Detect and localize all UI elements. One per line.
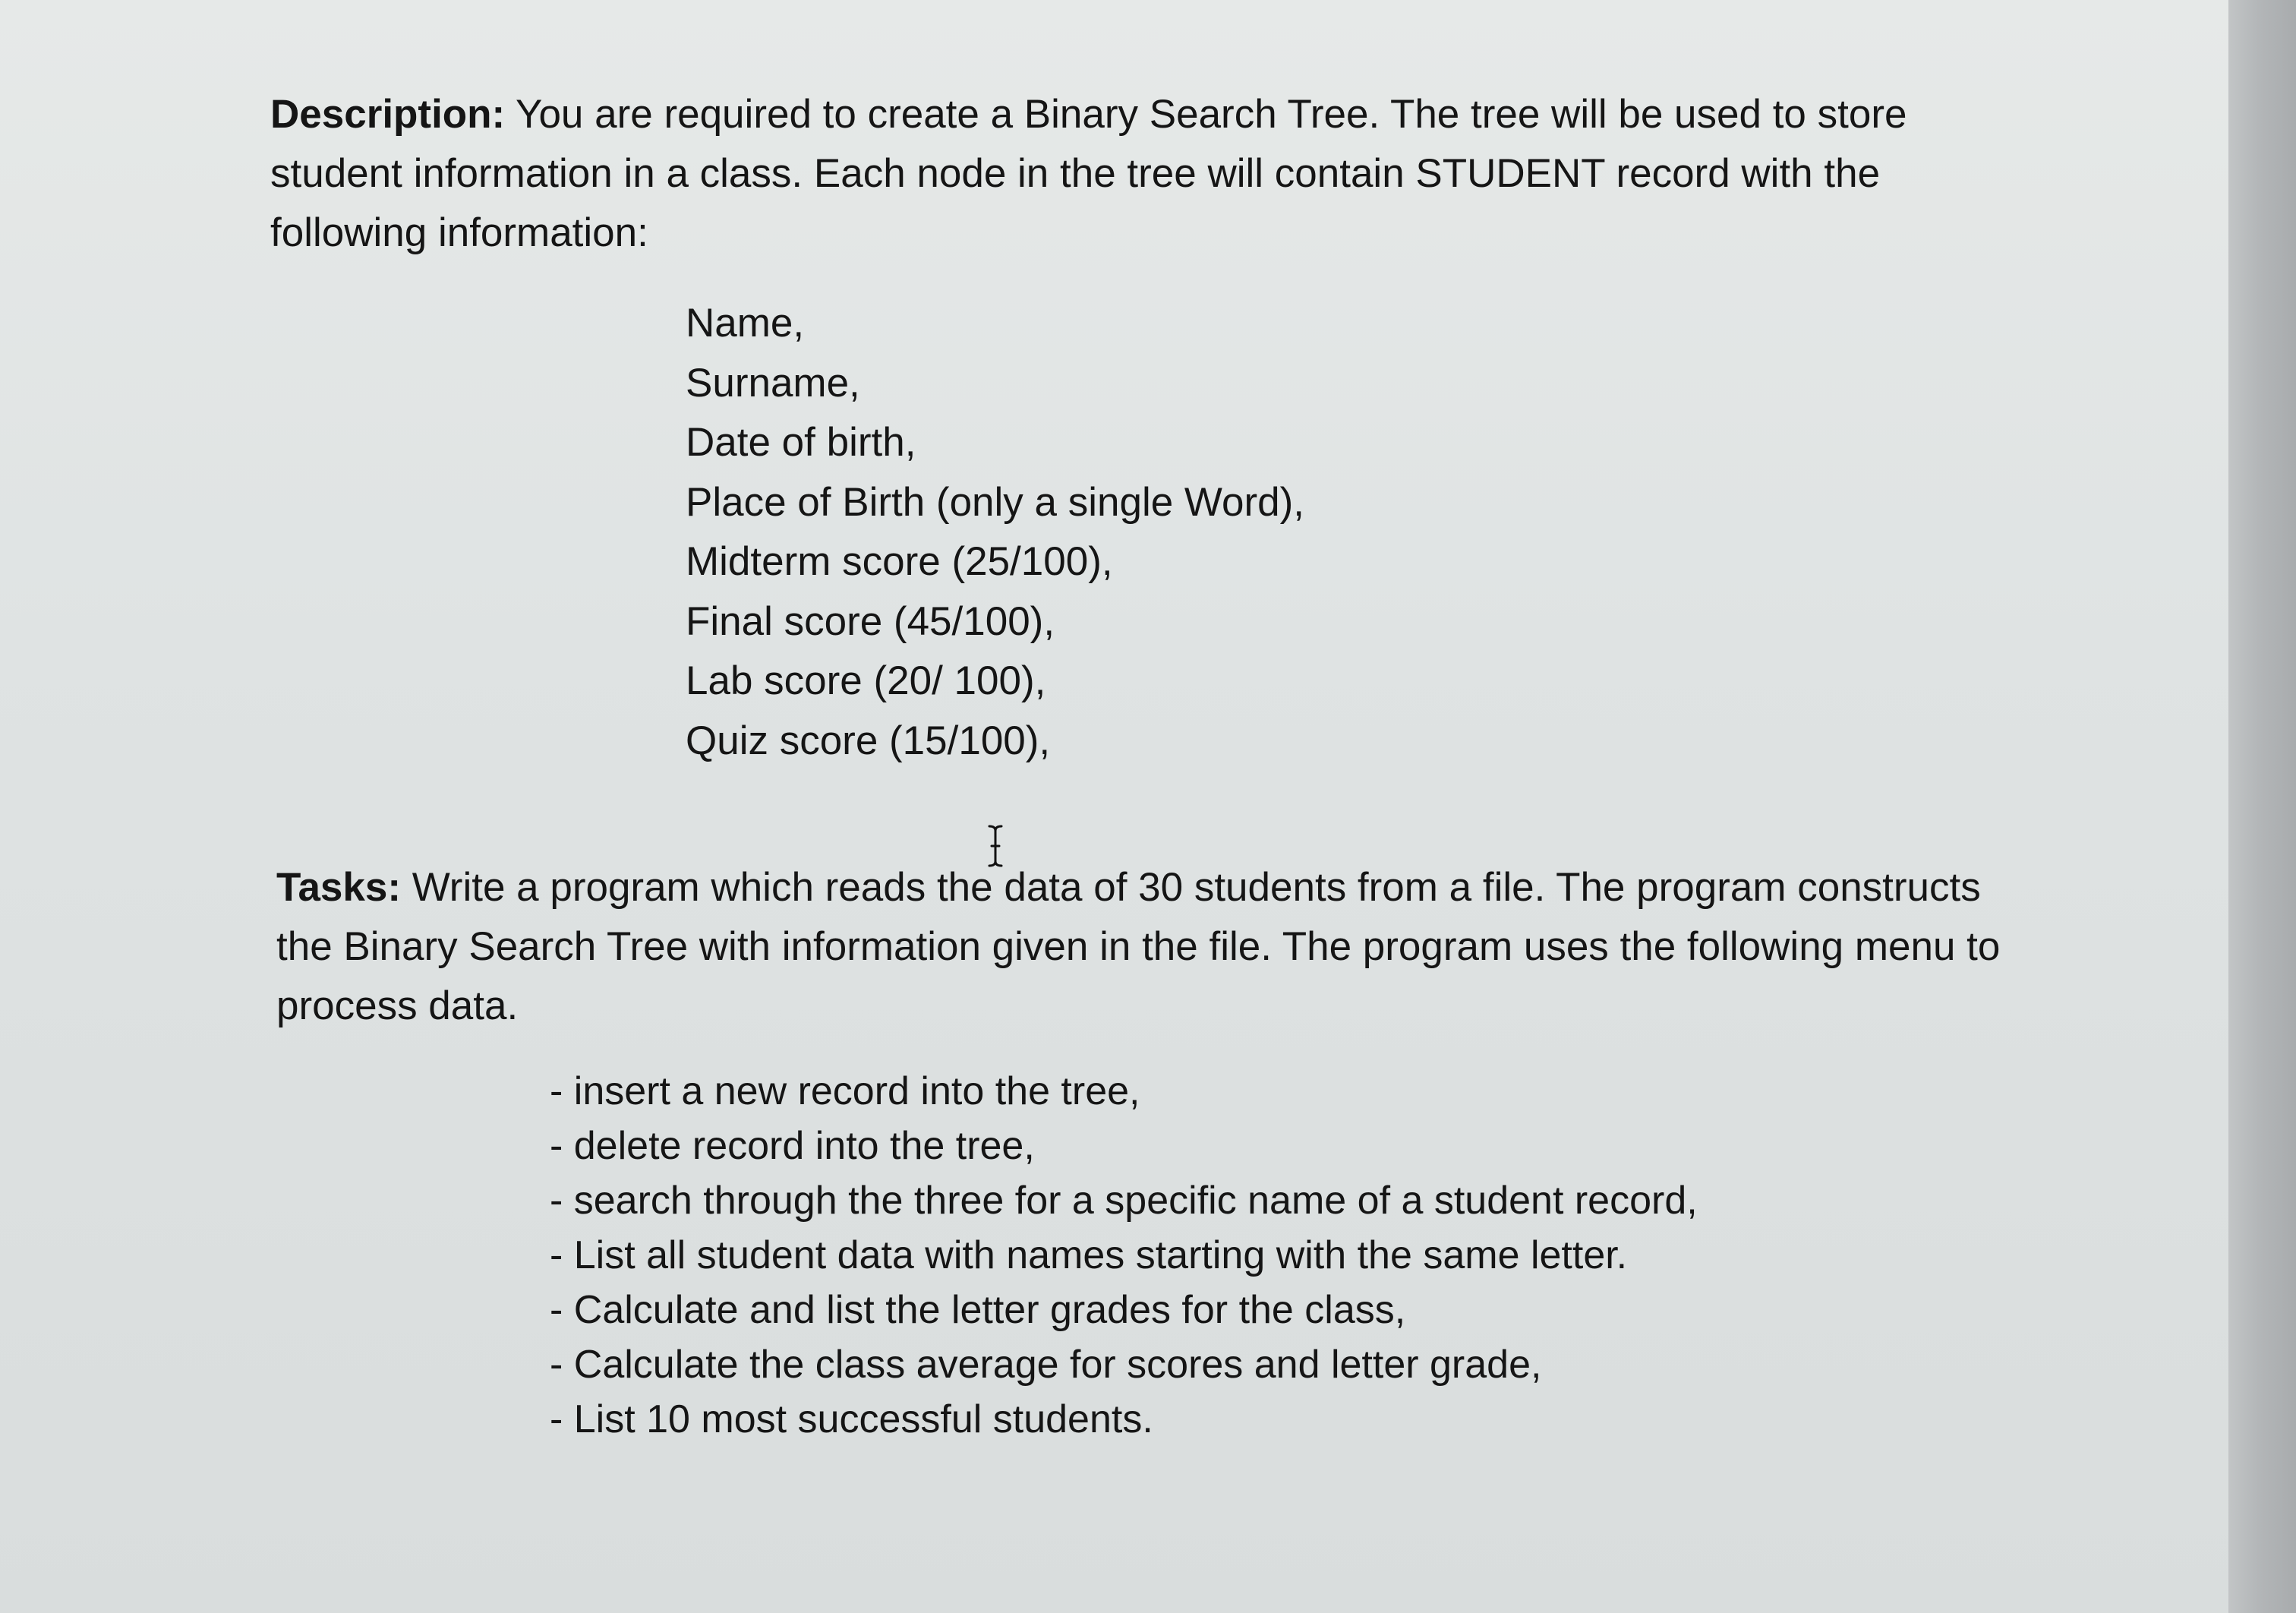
field-item-date-of-birth: Date of birth, — [686, 420, 916, 465]
description-label: Description: — [270, 92, 506, 137]
field-item-final-score: Final score (45/100), — [686, 598, 1055, 644]
menu-item-insert: - insert a new record into the tree, — [550, 1069, 1140, 1113]
tasks-text: Write a program which reads the data of 30 students from a file. The program constructs the Binary Search Tree with information given in the file. The program uses the following menu to process data. — [276, 865, 2001, 1028]
monitor-bezel — [2228, 0, 2296, 1613]
field-item-surname: Surname, — [686, 360, 860, 406]
menu-item-list-by-letter: - List all student data with names starting with the same letter. — [550, 1233, 1628, 1277]
menu-item-delete: - delete record into the tree, — [550, 1124, 1035, 1168]
field-item-quiz-score: Quiz score (15/100), — [686, 718, 1051, 763]
tasks-label: Tasks: — [276, 865, 401, 910]
menu-item-letter-grades: - Calculate and list the letter grades for the class, — [550, 1288, 1406, 1332]
field-item-midterm-score: Midterm score (25/100), — [686, 539, 1113, 584]
description-text: You are required to create a Binary Search Tree. The tree will be used to store student information in a class. Each node in the tree will contain STUDENT record with the following information: — [270, 92, 1907, 255]
tasks-paragraph — [276, 858, 2007, 1036]
menu-item-top-ten: - List 10 most successful students. — [550, 1397, 1153, 1441]
menu-options-list — [550, 1064, 1698, 1447]
menu-item-class-average: - Calculate the class average for scores and letter grade, — [550, 1343, 1542, 1387]
menu-item-search: - search through the three for a specific name of a student record, — [550, 1179, 1698, 1223]
description-paragraph — [270, 85, 2001, 263]
student-fields-list — [686, 294, 1304, 771]
field-item-name: Name, — [686, 301, 805, 346]
field-item-place-of-birth: Place of Birth (only a single Word), — [686, 479, 1304, 525]
field-item-lab-score: Lab score (20/ 100), — [686, 658, 1046, 703]
